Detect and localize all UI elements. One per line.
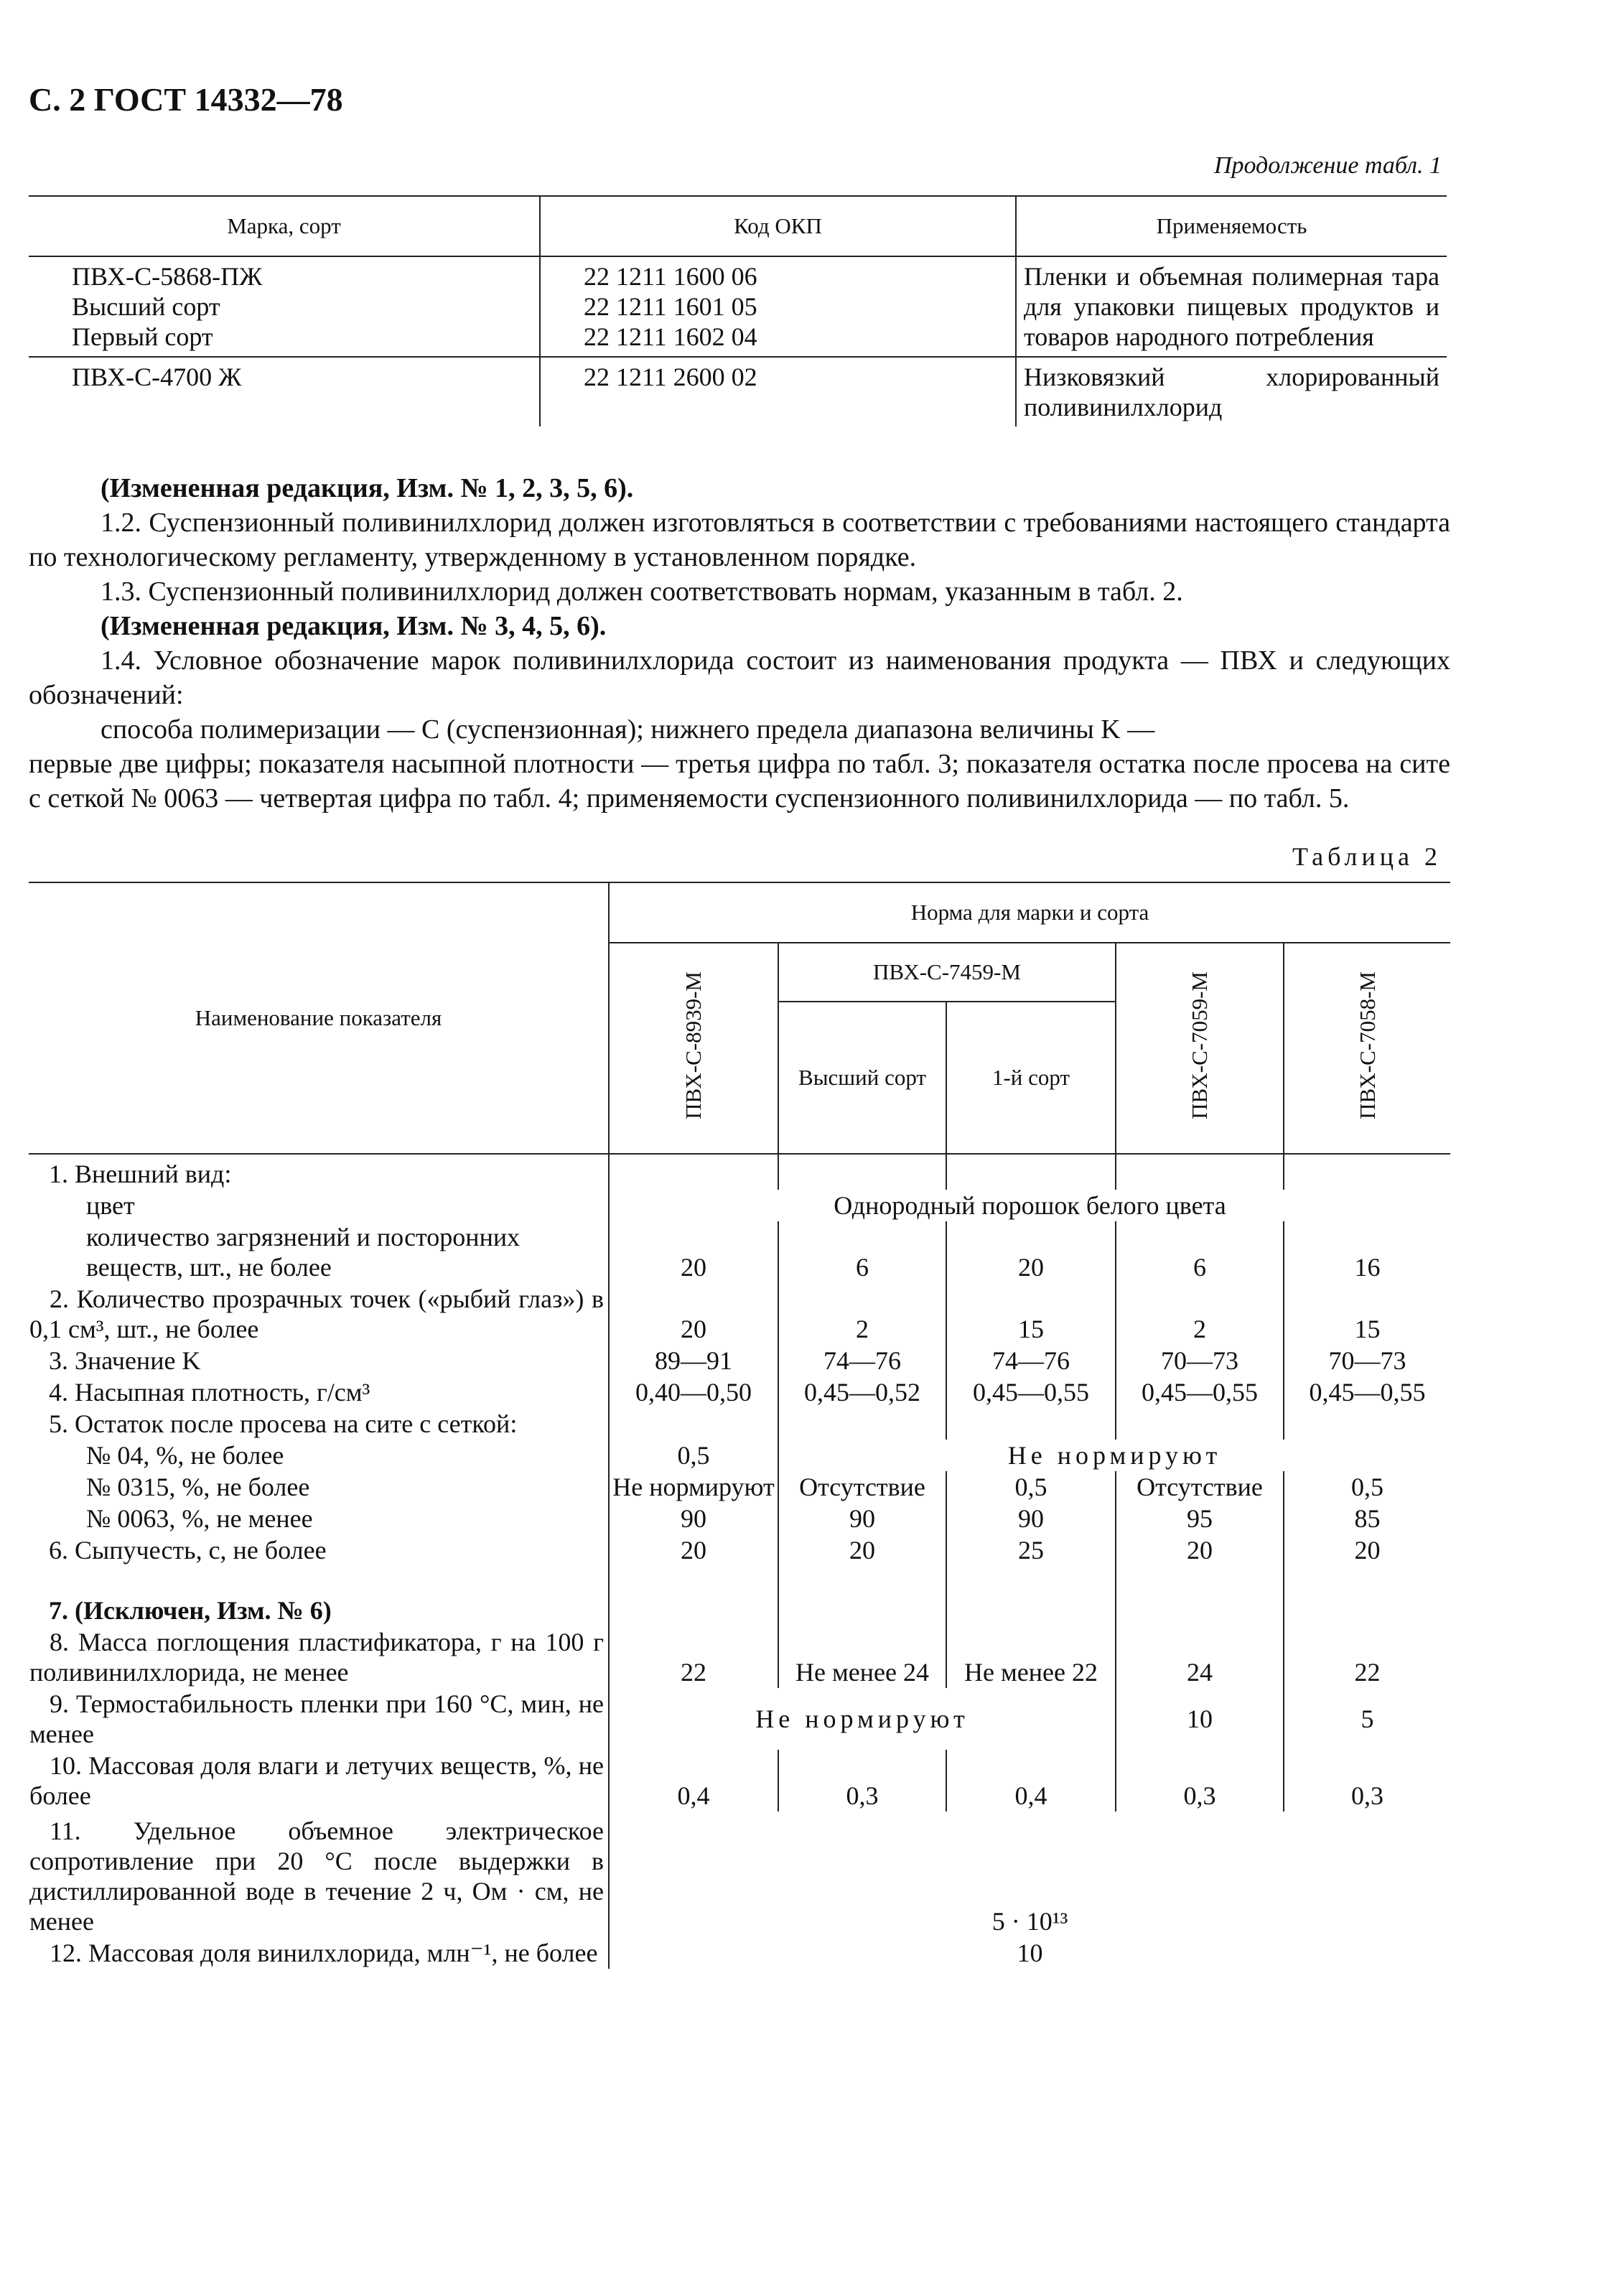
table-2 [29, 882, 1450, 1969]
paragraph-1-2: 1.2. Суспензионный поливинилхлорид должен изготовляться в соответствии с требованиями настоящего стандарта по технологическому регламенту, утвержденному в установленном порядке. [29, 508, 1450, 572]
edit-note: (Измененная редакция, Изм. № 3, 4, 5, 6). [101, 611, 607, 641]
table-row [29, 1750, 1450, 1811]
table-row [29, 1154, 1450, 1190]
value-cell: 85 [1284, 1503, 1450, 1534]
value-cell: 74—76 [778, 1345, 946, 1376]
value-cell: Не нормируют [609, 1471, 778, 1503]
value-cell: 6 [778, 1221, 946, 1283]
table-row [29, 1937, 1450, 1969]
table-row [29, 357, 1447, 426]
t1-grade-cell [29, 357, 540, 426]
vinyl-chloride-value: 10 [609, 1937, 1450, 1969]
row-label: № 0315, %, не более [86, 1473, 310, 1501]
value-cell: 95 [1116, 1503, 1284, 1534]
table-row [29, 256, 1447, 357]
value-cell: 20 [1116, 1534, 1284, 1566]
okp-code: 22 1211 1602 04 [584, 322, 757, 351]
t2-col-7459-first: 1-й сорт [946, 1002, 1116, 1154]
value-cell: 10 [1116, 1688, 1284, 1750]
table-row [29, 1283, 1450, 1345]
table-row [29, 1626, 1450, 1688]
t2-header-indicator: Наименование показателя [29, 882, 609, 1154]
value-cell: 0,45—0,55 [1116, 1376, 1284, 1408]
t1-grade-cell [29, 256, 540, 357]
value-cell: 16 [1284, 1221, 1450, 1283]
row-label: 4. Насыпная плотность, г/см³ [49, 1378, 370, 1407]
value-cell: 0,5 [1284, 1471, 1450, 1503]
row-label: 8. Масса поглощения пластификатора, г на 100 г поливинилхлорида, не менее [29, 1628, 604, 1687]
row-label: 11. Удельное объемное электрическое сопротивление при 20 °С после выдержки в дистиллированной воде в течение 2 ч, Ом · см, не менее [29, 1817, 604, 1936]
table-row [29, 1376, 1450, 1408]
table-row [29, 1688, 1450, 1750]
okp-code: 22 1211 2600 02 [584, 363, 757, 391]
not-normed-span: Не нормируют [778, 1440, 1450, 1471]
t1-use-cell: Низковязкий хлорированный поливинилхлорид [1016, 357, 1447, 426]
table-row [29, 1345, 1450, 1376]
value-cell: 15 [946, 1283, 1116, 1345]
t2-col-7459: ПВХ-С-7459-М [778, 943, 1116, 1002]
table-continuation-label: Продолжение табл. 1 [1213, 152, 1442, 179]
grade-sort: Первый сорт [72, 322, 213, 351]
paragraph-1-4-cont-first: способа полимеризации — С (суспензионная); нижнего предела диапазона величины K — [101, 714, 1155, 745]
edit-note: (Измененная редакция, Изм. № 1, 2, 3, 5, 6). [101, 473, 634, 503]
table-row [29, 1471, 1450, 1503]
value-cell: 15 [1284, 1283, 1450, 1345]
value-cell: 89—91 [609, 1345, 778, 1376]
value-cell: 0,40—0,50 [609, 1376, 778, 1408]
resistivity-value: 5 · 10¹³ [609, 1811, 1450, 1937]
grade-name: ПВХ-С-4700 Ж [72, 363, 242, 391]
value-cell: Отсутствие [1116, 1471, 1284, 1503]
table-row [29, 1566, 1450, 1626]
t1-use-cell: Пленки и объемная полимерная тара для упаковки пищевых продуктов и товаров народного потребления [1016, 256, 1447, 357]
value-cell: 24 [1116, 1626, 1284, 1688]
row-label: 5. Остаток после просева на сите с сеткой: [49, 1409, 518, 1438]
value-cell: 2 [778, 1283, 946, 1345]
value-cell: 22 [609, 1626, 778, 1688]
page-header: С. 2 ГОСТ 14332—78 [29, 81, 343, 118]
row-label: № 0063, %, не менее [86, 1504, 313, 1533]
value-cell: 0,45—0,55 [946, 1376, 1116, 1408]
okp-code: 22 1211 1600 06 [584, 262, 757, 291]
value-cell: 0,3 [1116, 1750, 1284, 1811]
not-normed-span: Не нормируют [609, 1688, 1116, 1750]
paragraph-1-3: 1.3. Суспензионный поливинилхлорид должен соответствовать нормам, указанным в табл. 2. [101, 577, 1183, 607]
paragraph-1-4: 1.4. Условное обозначение марок поливинилхлорида состоит из наименования продукта — ПВХ и следующих обозначений: [29, 645, 1450, 710]
value-cell: 0,4 [946, 1750, 1116, 1811]
value-cell: 74—76 [946, 1345, 1116, 1376]
table-2-title: Таблица 2 [1292, 842, 1442, 871]
table-row [29, 1190, 1450, 1221]
table-row [29, 1221, 1450, 1283]
value-cell: 20 [609, 1534, 778, 1566]
row-label: 10. Массовая доля влаги и летучих веществ, %, не более [29, 1751, 604, 1810]
t2-col-7058: ПВХ-С-7058-М [1284, 943, 1450, 1154]
t1-header-grade: Марка, сорт [29, 196, 540, 256]
t2-col-7459-top: Высший сорт [778, 1002, 946, 1154]
row-label: 3. Значение K [49, 1346, 201, 1375]
value-cell: 70—73 [1116, 1345, 1284, 1376]
t2-col-8939: ПВХ-С-8939-М [609, 943, 778, 1154]
value-cell: 25 [946, 1534, 1116, 1566]
value-cell: 20 [609, 1221, 778, 1283]
value-cell: 22 [1284, 1626, 1450, 1688]
value-cell: 6 [1116, 1221, 1284, 1283]
value-cell: 0,45—0,55 [1284, 1376, 1450, 1408]
paragraph-1-4-cont: первые две цифры; показателя насыпной плотности — третья цифра по табл. 3; показателя остатка после просева на сите с сеткой № 0063 — четвертая цифра по табл. 4; применяемости суспензионного поливинилхлорида — по табл. 5. [29, 749, 1450, 813]
value-cell: 5 [1284, 1688, 1450, 1750]
t2-header-norm: Норма для марки и сорта [609, 882, 1450, 943]
value-cell: 0,3 [778, 1750, 946, 1811]
table-row [29, 1440, 1450, 1471]
value-cell: 70—73 [1284, 1345, 1450, 1376]
t1-header-use: Применяемость [1016, 196, 1447, 256]
row-label: цвет [86, 1191, 135, 1220]
row-label: 12. Массовая доля винилхлорида, млн⁻¹, не более [50, 1939, 598, 1967]
value-cell: 2 [1116, 1283, 1284, 1345]
grade-name: ПВХ-С-5868-ПЖ [72, 262, 263, 291]
value-cell: 90 [609, 1503, 778, 1534]
value-cell: 20 [609, 1283, 778, 1345]
value-cell: 0,5 [946, 1471, 1116, 1503]
value-cell: Не менее 22 [946, 1626, 1116, 1688]
t2-col-7059: ПВХ-С-7059-М [1116, 943, 1284, 1154]
value-cell: 0,3 [1284, 1750, 1450, 1811]
row-label: 9. Термостабильность пленки при 160 °С, мин, не менее [29, 1689, 604, 1748]
row-label: 7. (Исключен, Изм. № 6) [49, 1596, 332, 1625]
value-cell: 20 [1284, 1534, 1450, 1566]
value-cell: Отсутствие [778, 1471, 946, 1503]
value-cell: 90 [778, 1503, 946, 1534]
value-cell: 20 [778, 1534, 946, 1566]
body-text [29, 471, 1450, 816]
table-row [29, 1408, 1450, 1440]
color-value: Однородный порошок белого цвета [609, 1190, 1450, 1221]
okp-code: 22 1211 1601 05 [584, 292, 757, 321]
value-cell: 0,5 [609, 1440, 778, 1471]
row-label: количество загрязнений и посторонних веществ, шт., не более [86, 1223, 521, 1282]
t1-code-cell [540, 357, 1016, 426]
row-label: 6. Сыпучесть, с, не более [49, 1536, 327, 1564]
table-1-continued [29, 195, 1447, 426]
grade-sort: Высший сорт [72, 292, 220, 321]
t1-header-code: Код ОКП [540, 196, 1016, 256]
t1-code-cell [540, 256, 1016, 357]
value-cell: 0,4 [609, 1750, 778, 1811]
row-label: 1. Внешний вид: [49, 1160, 232, 1188]
row-label: № 04, %, не более [86, 1441, 284, 1470]
table-row [29, 1811, 1450, 1937]
row-label: 2. Количество прозрачных точек («рыбий глаз») в 0,1 см³, шт., не более [29, 1284, 604, 1343]
value-cell: 90 [946, 1503, 1116, 1534]
value-cell: 20 [946, 1221, 1116, 1283]
value-cell: 0,45—0,52 [778, 1376, 946, 1408]
value-cell: Не менее 24 [778, 1626, 946, 1688]
table-row [29, 1534, 1450, 1566]
table-row [29, 1503, 1450, 1534]
